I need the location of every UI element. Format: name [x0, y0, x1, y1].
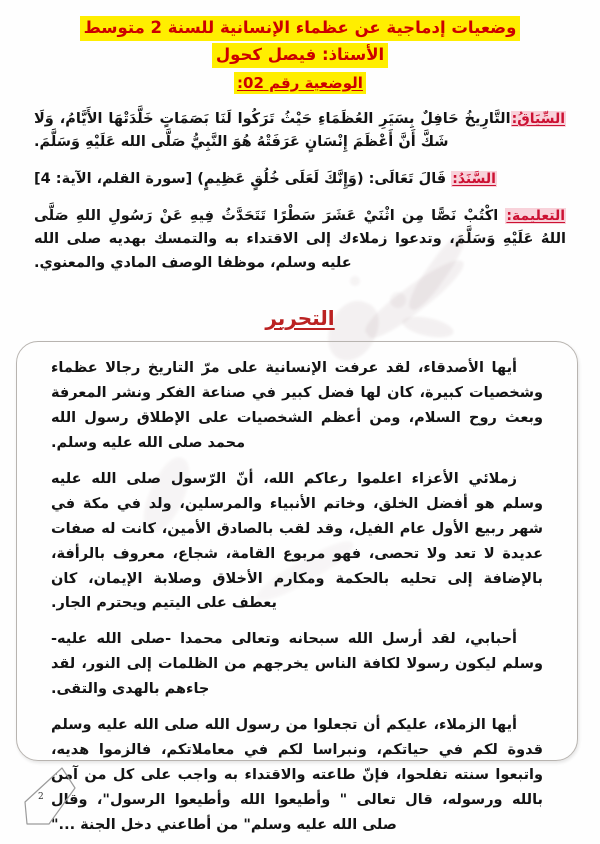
- paragraph: أيها الزملاء، عليكم أن تجعلوا من رسول الله صلى الله عليه وسلم قدوة لكم في حياتكم، ونبراسا لكم في معاملاتكم، فالزموا هديه، واتبعوا سنته تفلحوا، فإنّ طاعته والاقتداء به واجب على كل من آمن بالله ورسوله، قال تعالى " وأطيعوا الله وأطيعوا الرسول"، وقال صلى الله عليه وسلم" من أطاعني دخل الجنة ...": [51, 717, 543, 833]
- source-text: قَالَ تَعَالَى: (وَإِنَّكَ لَعَلَى خُلُقٍ عَظِيمٍ) [سورة القلم، الآية: 4]: [34, 171, 447, 187]
- document-header: [0, 16, 600, 94]
- instruction-text: اكْتُبْ نَصًّا مِن اثْنَيْ عَشَرَ سَطْرًا تَتَحَدَّثُ فِيهِ عَنْ رَسُولِ اللهِ صَلَّى اللهُ عَلَيْهِ وَسَلَّمَ، وتدعوا زملاءك إلى الاقتداء به والتمسك بهديه صلى الله عليه وسلم، موظفا الوصف المادي والمعنوي.: [34, 208, 566, 271]
- teacher-name: الأستاذ: فيصل كحول: [212, 43, 388, 68]
- paragraph: أحبابي، لقد أرسل الله سبحانه وتعالى محمدا -صلى الله عليه- وسلم ليكون رسولا لكافة الناس يخرجهم من الظلمات إلى النور، لقد جاءهم بالهدى والتقى.: [51, 631, 543, 698]
- source-label: السَّنَدُ:: [452, 171, 496, 187]
- context-label: السِّيَاقُ:: [511, 111, 565, 127]
- main-heading-wrapper: [0, 306, 600, 330]
- page-number: 2: [38, 792, 44, 802]
- composition-box: [16, 341, 578, 833]
- section-instruction: [34, 205, 566, 275]
- composition-body: [51, 356, 543, 838]
- page-title: وضعيات إدماجية عن عظماء الإنسانية للسنة 2 متوسط: [80, 16, 521, 41]
- page-number-corner: [22, 766, 78, 828]
- folded-corner-icon: [22, 766, 78, 828]
- paragraph: أيها الأصدقاء، لقد عرفت الإنسانية على مرّ التاريخ رجالا عظماء وشخصيات كبيرة، كان لها فضل كبير في صناعة الفكر ونشر المعرفة وبعث روح السلام، ومن أعظم الشخصيات على الإطلاق رسول الله محمد صلى الله عليه وسلم.: [51, 360, 543, 451]
- context-text: التَّارِيخُ حَافِلٌ بِسَيَرِ العُظَمَاءِ حَيْثُ تَرَكُوا لَنَا بَصَمَاتٍ خَلَّدَتْهَا الأَيَّامُ، وَلَا شَكَّ أَنَّ أَعْظَمَ إِنْسَانٍ عَرَفَتْهُ هُوَ النَّبِيُّ صَلَّى الله عَلَيْهِ وَسَلَّمَ.: [34, 111, 511, 151]
- watermark-blob: [350, 276, 360, 286]
- section-source: [34, 168, 566, 191]
- paragraph: زملائي الأعزاء اعلموا رعاكم الله، أنّ الرّسول صلى الله عليه وسلم هو أفضل الخلق، وخاتم الأنبياء والمرسلين، ولد في مكة في شهر ربيع الأول عام الفيل، وقد لقب بالصادق الأمين، كانت له صفات عديدة لا تعد ولا تحصى، فهو مربوع القامة، شجاع، معروف بالرأفة، بالإضافة إلى تحليه بالحكمة ومكارم الأخلاق وصلابة الإيمان، كان يعطف على اليتيم ويحترم الجار.: [51, 470, 543, 612]
- instruction-label: التعليمة:: [506, 208, 565, 224]
- situation-number: الوضعية رقم 02:: [234, 72, 366, 95]
- section-context: [34, 108, 566, 155]
- main-heading: التحرير: [265, 306, 335, 330]
